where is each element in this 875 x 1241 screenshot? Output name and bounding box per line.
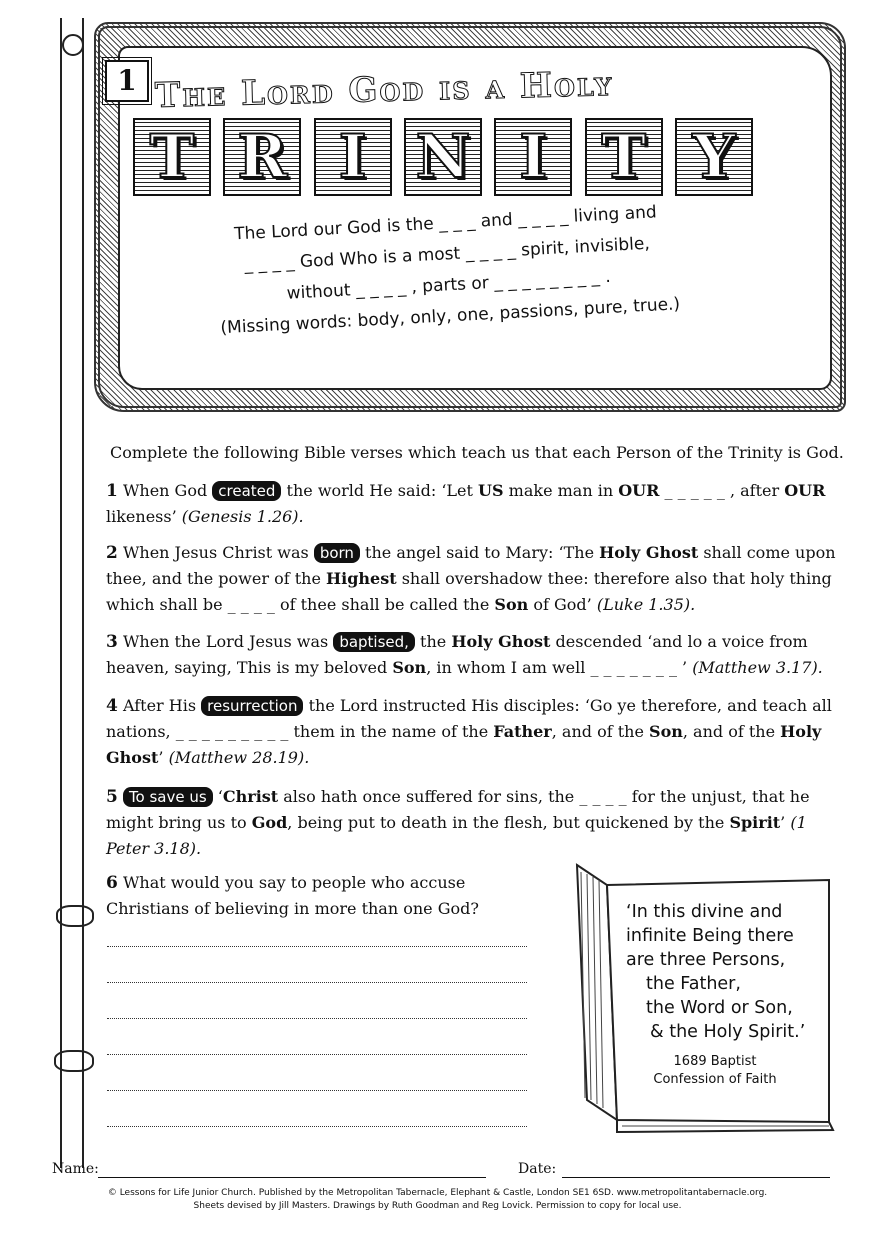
- question-5: 5 To save us ‘Christ also hath once suffered for sins, the _ _ _ _ for the unjust, that he might bring us to God, being put to death in the flesh, but quickened by the Spirit’ (1 Peter 3.18).: [106, 787, 810, 858]
- keyword-pill: resurrection: [201, 696, 303, 716]
- name-label: Name:: [52, 1161, 99, 1177]
- question-1: 1 When God created the world He said: ‘Let US make man in OUR _ _ _ _ _ , after OUR likeness’ (Genesis 1.26).: [106, 481, 826, 526]
- trinity-letter-tiles: [133, 118, 753, 196]
- confession-quote: ‘In this divine and infinite Being there are three Persons, the Father, the Word or Son, & the Holy Spirit.’: [626, 902, 806, 1042]
- answer-line[interactable]: [107, 982, 527, 983]
- fill-in-line: without _ _ _ _ , parts or _ _ _ _ _ _ _ _ .: [286, 266, 612, 304]
- date-label: Date:: [518, 1161, 557, 1177]
- copyright-footer: © Lessons for Life Junior Church. Published by the Metropolitan Tabernacle, Elephant & Castle, London SE1 6SD. www.metropolitantabernacle.org. Sheets devised by Jill Masters. Drawings by Ruth Goodman and Reg Lovick. Permission to copy for local use.: [107, 1188, 768, 1211]
- instructions: Complete the following Bible verses which teach us that each Person of the Trinity is God.: [110, 443, 844, 462]
- fill-in-line: _ _ _ _ God Who is a most _ _ _ _ spirit, invisible,: [243, 233, 651, 275]
- keyword-pill: To save us: [123, 787, 213, 807]
- answer-line[interactable]: [107, 946, 527, 947]
- quote-source: 1689 Baptist Confession of Faith: [653, 1054, 777, 1087]
- flagpole-knob: [62, 34, 84, 56]
- answer-line[interactable]: [107, 1054, 527, 1055]
- question-2: 2 When Jesus Christ was born the angel said to Mary: ‘The Holy Ghost shall come upon thee, and the power of the Highest shall overshadow thee: therefore also that holy thing which shall be _ _ _ _ of thee shall be called the Son of God’ (Luke 1.35).: [106, 543, 836, 614]
- answer-line[interactable]: [107, 1018, 527, 1019]
- answer-line[interactable]: [107, 1090, 527, 1091]
- letter-tile: Y: [675, 118, 753, 196]
- lesson-number: 1: [105, 60, 149, 102]
- rope-tie-top: [56, 905, 94, 927]
- missing-words-hint: (Missing words: body, only, one, passions, pure, true.): [220, 294, 681, 339]
- date-field[interactable]: [562, 1177, 830, 1178]
- letter-tile: N: [404, 118, 482, 196]
- letter-tile: R: [223, 118, 301, 196]
- flagpole: [60, 18, 84, 1168]
- question-4: 4 After His resurrection the Lord instructed His disciples: ‘Go ye therefore, and teach all nations, _ _ _ _ _ _ _ _ _ them in the name of the Father, and of the Son, and of the Holy Ghost’ (Matthew 28.19).: [106, 696, 832, 767]
- letter-tile: T: [585, 118, 663, 196]
- question-6: 6 What would you say to people who accuse Christians of believing in more than one God?: [106, 873, 479, 918]
- keyword-pill: born: [314, 543, 360, 563]
- page-title: The Lord God is a Holy: [154, 64, 614, 116]
- rope-tie-bottom: [54, 1050, 94, 1072]
- keyword-pill: created: [212, 481, 281, 501]
- letter-tile: I: [314, 118, 392, 196]
- question-3: 3 When the Lord Jesus was baptised, the Holy Ghost descended ‘and lo a voice from heaven, saying, This is my beloved Son, in whom I am well _ _ _ _ _ _ _ ’ (Matthew 3.17).: [106, 632, 823, 677]
- letter-tile: T: [133, 118, 211, 196]
- fill-in-line: The Lord our God is the _ _ _ and _ _ _ _ living and: [233, 202, 658, 245]
- letter-tile: I: [494, 118, 572, 196]
- keyword-pill: baptised,: [333, 632, 415, 652]
- answer-line[interactable]: [107, 1126, 527, 1127]
- name-field[interactable]: [98, 1177, 486, 1178]
